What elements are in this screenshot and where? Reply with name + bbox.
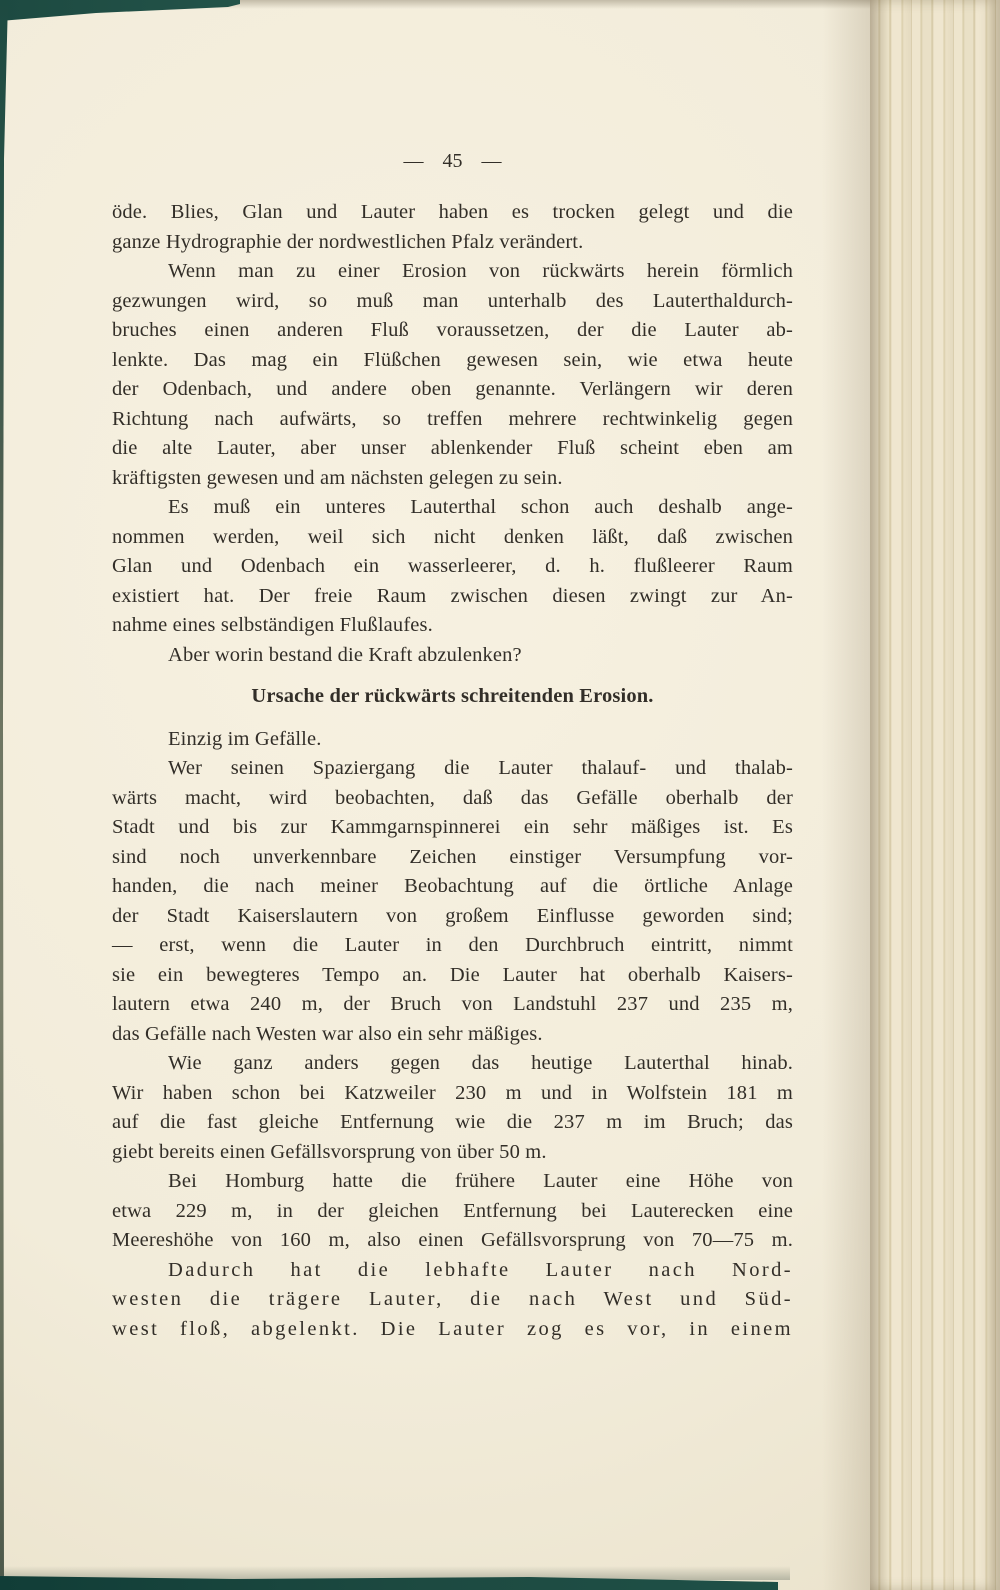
text-line: die alte Lauter, aber unser ablenkender Fluß scheint eben am [112,437,793,459]
paragraph [112,1167,793,1256]
text-line: Einzig im Gefälle. [168,727,322,750]
paragraph [112,641,793,671]
text-line: lenkte. Das mag ein Flüßchen gewesen sein, wie etwa heute [112,348,793,371]
book-fore-edge-pages [870,0,1000,1590]
text-line: giebt bereits einen Gefällsvorsprung von über 50 m. [112,1140,547,1163]
paragraph [112,754,793,1049]
text-line: Richtung nach aufwärts, so treffen mehrere rechtwinkelig gegen [112,407,793,430]
text-line: sie ein bewegteres Tempo an. Die Lauter hat oberhalb Kaisers- [112,963,793,986]
text-line: west floß, abgelenkt. Die Lauter zog es vor, in einem [112,1317,793,1340]
paragraph [112,198,793,257]
text-line: das Gefälle nach Westen war also ein sehr mäßiges. [112,1022,543,1045]
text-line: — erst, wenn die Lauter in den Durchbruch eintritt, nimmt [112,934,793,956]
text-line: Bei Homburg hatte die frühere Lauter eine Höhe von [168,1170,793,1192]
text-line: nommen werden, weil sich nicht denken läßt, daß zwischen [112,525,793,548]
text-line: sind noch unverkennbare Zeichen einstiger Versumpfung vor- [112,845,793,868]
text-line: Aber worin bestand die Kraft abzulenken? [168,643,522,666]
page-gutter-shadow [822,0,874,1590]
text-line: lautern etwa 240 m, der Bruch von Landstuhl 237 und 235 m, [112,993,793,1015]
text-line: nahme eines selbständigen Flußlaufes. [112,614,433,636]
text-line: öde. Blies, Glan und Lauter haben es trocken gelegt und die [112,201,793,223]
page-text [112,198,793,1344]
text-line: Wie ganz anders gegen das heutige Lauterthal hinab. [168,1052,793,1074]
book-cover-top-edge [0,0,240,22]
text-line: existiert hat. Der freie Raum zwischen diesen zwingt zur An- [112,584,793,607]
text-line: der Stadt Kaiserslautern von großem Einflusse geworden sind; [112,904,793,927]
paragraph [112,725,793,755]
paragraph [112,493,793,641]
text-line: etwa 229 m, in der gleichen Entfernung bei Lauterecken eine [112,1199,793,1222]
text-line: Meereshöhe von 160 m, also einen Gefällsvorsprung von 70—75 m. [112,1229,793,1251]
text-line: auf die fast gleiche Entfernung wie die 237 m im Bruch; das [112,1111,793,1133]
text-line: Glan und Odenbach ein wasserleerer, d. h. flußleerer Raum [112,555,793,577]
book-cover-left-edge [0,0,8,1590]
text-line: Es muß ein unteres Lauterthal schon auch deshalb ange- [168,496,793,518]
text-line: Wir haben schon bei Katzweiler 230 m und in Wolfstein 181 m [112,1081,793,1104]
text-line: westen die trägere Lauter, die nach West und Süd- [112,1288,793,1310]
text-line: ganze Hydrographie der nordwestlichen Pfalz verändert. [112,230,584,253]
text-line: handen, die nach meiner Beobachtung auf die örtliche Anlage [112,875,793,897]
section-heading: Ursache der rückwärts schreitenden Erosion. [251,685,654,707]
paragraph [112,1256,793,1345]
text-line: bruches einen anderen Fluß voraussetzen, der die Lauter ab- [112,319,793,341]
text-line: Wer seinen Spaziergang die Lauter thalauf- und thalab- [168,757,793,779]
text-line: Dadurch hat die lebhafte Lauter nach Nord- [168,1258,793,1281]
paragraph [112,1049,793,1167]
text-line: der Odenbach, und andere oben genannte. Verlängern wir deren [112,378,793,400]
page-number: — 45 — [403,150,502,172]
text-line: gezwungen wird, so muß man unterhalb des Lauterthaldurch- [112,289,793,312]
paragraph [112,257,793,493]
text-line: wärts macht, wird beobachten, daß das Gefälle oberhalb der [112,786,793,809]
text-line: Stadt und bis zur Kammgarnspinnerei ein sehr mäßiges ist. Es [112,816,793,838]
text-line: kräftigsten gewesen und am nächsten gelegen zu sein. [112,466,563,489]
text-line: Wenn man zu einer Erosion von rückwärts herein förmlich [168,260,793,282]
